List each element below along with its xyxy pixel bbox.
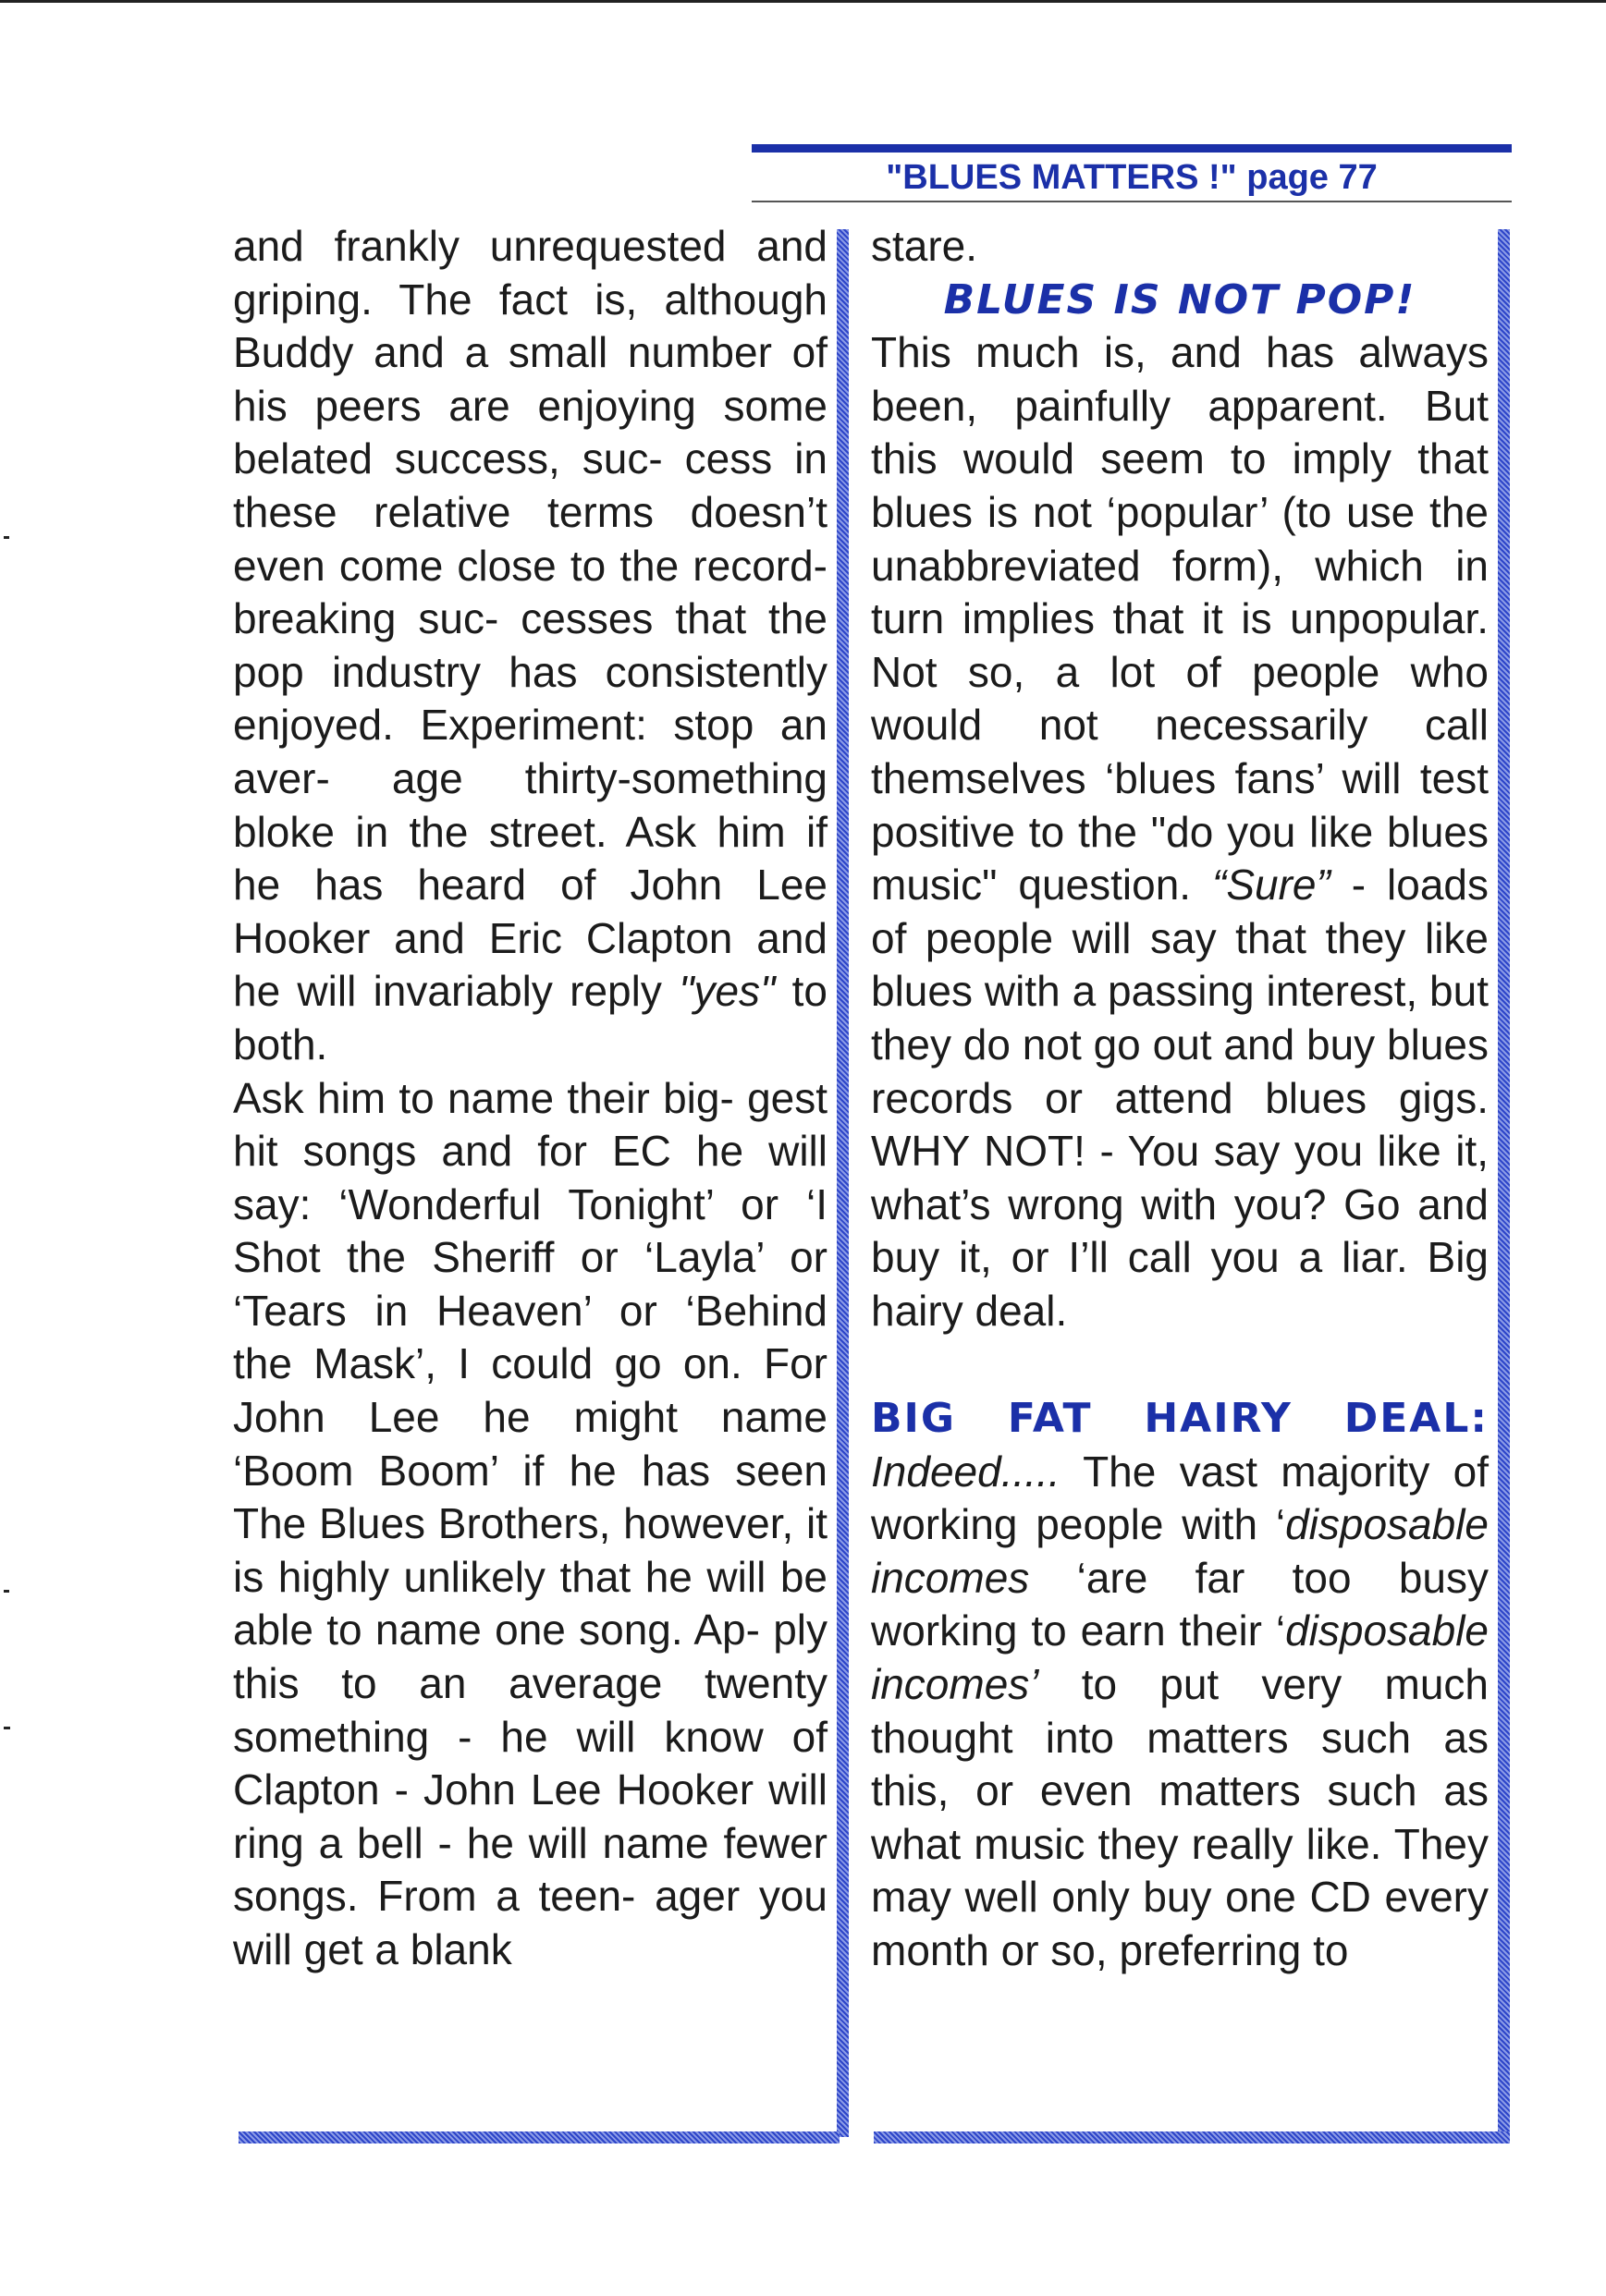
text-line: and he will invariably reply <box>233 913 828 1016</box>
text-line: age thirty-something bloke <box>233 753 828 856</box>
quote-sure: “Sure” <box>1212 861 1330 910</box>
right-paragraph-2 <box>871 1391 1489 1978</box>
margin-mark <box>4 1590 9 1593</box>
text-line: ager you will get a blank <box>233 1872 828 1973</box>
text-line: ply this to an average twenty <box>233 1606 828 1708</box>
text-run: This much is, and has always been, painfully apparent. But this would seem to imply that blues is not ‘popular’ (to use the unabbreviated form), which in turn implies that it is unpopular. Not so, a lot of people who would not necessarily call themselves ‘blues fans’ will test positive to the "do you like blues music" question. <box>871 328 1489 910</box>
text-line: some belated success, suc- <box>233 381 828 483</box>
text-line: Brothers, however, it is <box>233 1499 828 1601</box>
text-line: he has seen The Blues <box>233 1446 828 1548</box>
text-line: gest hit songs and for EC he <box>233 1073 828 1176</box>
text-run: to both. <box>233 967 828 1069</box>
section-heading-big-fat-hairy-deal: BIG FAT HAIRY DEAL: <box>871 1395 1489 1443</box>
right-border-hatch <box>1498 229 1510 2137</box>
text-line: and frankly unrequested and <box>233 222 828 270</box>
text-line: has consistently enjoyed. <box>233 647 828 750</box>
text-line: highly unlikely that he will be <box>277 1552 828 1601</box>
right-paragraph-1 <box>871 326 1489 1337</box>
text-line: doesn’t even come close to <box>233 487 828 590</box>
section-heading-blues-is-not-pop <box>871 274 1489 327</box>
text-run: ‘are far too busy working to earn their ‘ <box>871 1553 1489 1655</box>
text-run: The vast majority of working people with ‘ <box>871 1447 1489 1549</box>
text-line: Buddy and a small number <box>233 328 772 377</box>
page-header-title: "BLUES MATTERS !" page 77 <box>886 158 1378 197</box>
text-line: something - he will know of <box>233 1712 828 1761</box>
bottom-border-hatch-left <box>239 2131 840 2143</box>
text-line: of his peers are enjoying <box>233 328 828 430</box>
text-line: griping. The fact is, although <box>233 275 828 324</box>
text-line: the record-breaking suc- <box>233 541 828 643</box>
text-line: Ask him to name their big- <box>233 1073 734 1122</box>
header-rule-thin <box>752 201 1512 202</box>
text-line: able to name one song. Ap- <box>233 1606 760 1655</box>
text-run: - loads of people will say that they like blues with a passing interest, but they do not go out and buy blues records or attend blues gigs. WHY NOT! - You say you like it, what’s wrong with you? Go and buy it, or I’ll call you a liar. Big hairy deal. <box>871 861 1489 1335</box>
italic-run: disposable incomes’ <box>871 1606 1489 1709</box>
scan-top-edge <box>0 0 1606 3</box>
text-line: might name ‘Boom Boom’ if <box>233 1393 828 1495</box>
text-line: go on. For John Lee he <box>233 1339 828 1442</box>
text-line: or ‘Behind the Mask’, I could <box>233 1286 828 1388</box>
margin-mark <box>4 1727 10 1729</box>
right-column <box>871 220 1489 1978</box>
bottom-border-hatch-right <box>874 2131 1510 2143</box>
margin-mark <box>4 536 9 539</box>
left-paragraph-1 <box>233 220 828 1072</box>
left-column <box>233 220 828 1977</box>
text-line: Hooker and Eric Clapton <box>233 913 733 962</box>
header-rule-thick <box>752 144 1512 153</box>
text-line: has heard of John Lee <box>314 861 828 910</box>
text-line: Clapton - John Lee Hooker <box>233 1765 754 1814</box>
text-run: to put very much thought into matters such as this, or even matters such as what music they really like. They may well only buy one CD every month or so, preferring to <box>871 1660 1489 1974</box>
text-line: or ‘I Shot the Sheriff or <box>233 1179 828 1282</box>
right-continuation: stare. <box>871 222 978 270</box>
text-line: cess in these relative terms <box>233 434 828 536</box>
text-line: fewer songs. From a teen- <box>233 1818 828 1921</box>
quote-yes: "yes" <box>679 967 776 1016</box>
text-line: Experiment: stop an aver- <box>233 701 828 802</box>
text-line: will ring a bell - he will name <box>233 1765 828 1867</box>
left-paragraph-2 <box>233 1072 828 1977</box>
paragraph-gap <box>871 1337 1489 1391</box>
heading-text: BLUES IS NOT POP! <box>943 275 1416 324</box>
text-line: ‘Layla’ or ‘Tears in Heaven’ <box>233 1233 828 1335</box>
italic-run: disposable incomes <box>871 1500 1489 1602</box>
text-line: in the street. Ask him if he <box>233 807 828 910</box>
text-line: will say: ‘Wonderful Tonight’ <box>233 1127 828 1228</box>
italic-run: Indeed..... <box>871 1447 1060 1496</box>
text-line: cesses that the pop industry <box>233 594 828 696</box>
column-divider-hatch <box>837 229 849 2137</box>
